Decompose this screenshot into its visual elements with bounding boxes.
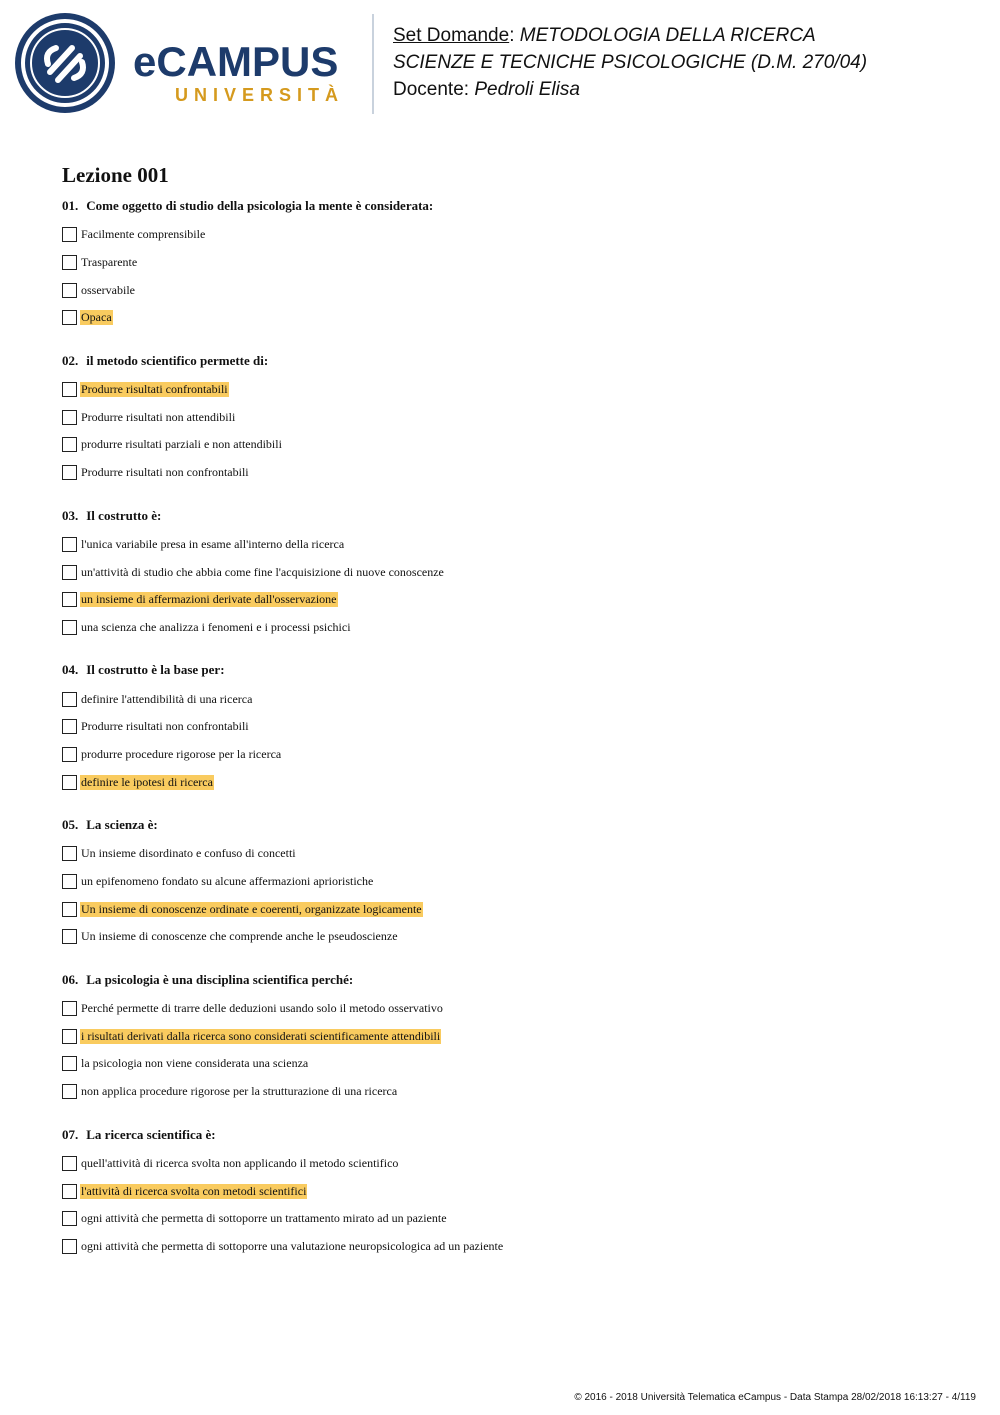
course-info xyxy=(393,22,867,103)
answer-checkbox[interactable] xyxy=(62,1211,77,1226)
answer-checkbox[interactable] xyxy=(62,719,77,734)
answer-option[interactable] xyxy=(62,221,962,249)
program-line xyxy=(393,49,867,76)
answer-text: ogni attività che permetta di sottoporre un trattamento mirato ad un paziente xyxy=(81,1211,447,1226)
answer-text: Produrre risultati non confrontabili xyxy=(81,465,249,480)
answer-option[interactable] xyxy=(62,1022,962,1050)
answer-text: produrre procedure rigorose per la ricerca xyxy=(81,746,282,761)
answer-option[interactable] xyxy=(62,586,962,614)
question-item xyxy=(62,504,962,642)
question-number: 05. xyxy=(62,817,79,832)
answer-checkbox[interactable] xyxy=(62,283,77,298)
question-number: 06. xyxy=(62,971,79,987)
page-header xyxy=(0,0,1000,130)
answer-option[interactable] xyxy=(62,1078,962,1106)
question-text xyxy=(62,658,962,685)
answer-text: non applica procedure rigorose per la strutturazione di una ricerca xyxy=(81,1084,398,1099)
header-divider xyxy=(372,14,374,114)
answer-checkbox[interactable] xyxy=(62,1156,77,1171)
answer-checkbox[interactable] xyxy=(62,1084,77,1099)
answer-checkbox[interactable] xyxy=(62,410,77,425)
question-number: 07. xyxy=(62,1126,79,1142)
answer-option[interactable] xyxy=(62,1150,962,1178)
answer-text: Facilmente comprensibile xyxy=(81,227,206,242)
question-label: Come oggetto di studio della psicologia la mente è considerata: xyxy=(86,198,434,213)
answer-option[interactable] xyxy=(62,1177,962,1205)
answer-checkbox[interactable] xyxy=(62,310,77,325)
answer-text: Trasparente xyxy=(81,255,138,270)
correct-answer-text: i risultati derivati dalla ricerca sono considerati scientificamente attendibili xyxy=(81,1028,441,1043)
question-set xyxy=(62,160,962,1277)
question-label: La psicologia è una disciplina scientifica perché: xyxy=(86,971,354,987)
answer-option[interactable] xyxy=(62,304,962,332)
page-footer: © 2016 - 2018 Università Telematica eCampus - Data Stampa 28/02/2018 16:13:27 - 4/119 xyxy=(574,1392,976,1403)
answer-option[interactable] xyxy=(62,1050,962,1078)
course-line: Set Domande: METODOLOGIA DELLA RICERCA xyxy=(393,25,816,46)
answer-option[interactable] xyxy=(62,923,962,951)
answer-checkbox[interactable] xyxy=(62,227,77,242)
answer-text: definire l'attendibilità di una ricerca xyxy=(81,691,253,706)
question-item xyxy=(62,349,962,487)
answer-checkbox[interactable] xyxy=(62,620,77,635)
answer-checkbox[interactable] xyxy=(62,874,77,889)
answer-option[interactable] xyxy=(62,713,962,741)
ecampus-logo-icon xyxy=(14,12,116,119)
question-text xyxy=(62,194,962,221)
answer-checkbox[interactable] xyxy=(62,1029,77,1044)
question-label: Il costrutto è la base per: xyxy=(86,662,225,678)
answer-option[interactable] xyxy=(62,768,962,796)
question-label: il metodo scientifico permette di: xyxy=(86,352,269,368)
answer-text: una scienza che analizza i fenomeni e i processi psichici xyxy=(81,619,351,634)
question-text xyxy=(62,813,962,840)
answer-text: produrre risultati parziali e non attendibili xyxy=(81,437,282,452)
answer-option[interactable] xyxy=(62,558,962,586)
question-label: Il costrutto è: xyxy=(86,507,162,523)
answer-checkbox[interactable] xyxy=(62,692,77,707)
correct-answer-text: un insieme di affermazioni derivate dall'osservazione xyxy=(81,592,337,607)
teacher-line xyxy=(393,76,867,103)
answer-text: Un insieme di conoscenze che comprende anche le pseudoscienze xyxy=(81,929,398,944)
answer-checkbox[interactable] xyxy=(62,255,77,270)
answer-checkbox[interactable] xyxy=(62,465,77,480)
question-number: 01. xyxy=(62,198,79,213)
answer-option[interactable] xyxy=(62,249,962,277)
question-text xyxy=(62,349,962,376)
answer-text: Produrre risultati non confrontabili xyxy=(81,719,249,734)
answer-option[interactable] xyxy=(62,614,962,642)
set-label: Set Domande xyxy=(393,25,510,46)
answer-checkbox[interactable] xyxy=(62,1056,77,1071)
answer-option[interactable] xyxy=(62,276,962,304)
answer-checkbox[interactable] xyxy=(62,592,77,607)
answer-checkbox[interactable] xyxy=(62,775,77,790)
answer-checkbox[interactable] xyxy=(62,902,77,917)
answer-option[interactable] xyxy=(62,685,962,713)
answer-checkbox[interactable] xyxy=(62,1239,77,1254)
answer-checkbox[interactable] xyxy=(62,846,77,861)
answer-text: un epifenomeno fondato su alcune affermazioni aprioristiche xyxy=(81,874,374,889)
answer-option[interactable] xyxy=(62,741,962,769)
answer-option[interactable] xyxy=(62,403,962,431)
question-text xyxy=(62,1123,962,1150)
answer-text: quell'attività di ricerca svolta non applicando il metodo scientifico xyxy=(81,1155,399,1170)
question-number: 02. xyxy=(62,352,79,368)
answer-text: ogni attività che permetta di sottoporre una valutazione neuropsicologica ad un paziente xyxy=(81,1238,504,1253)
answer-text: un'attività di studio che abbia come fine l'acquisizione di nuove conoscenze xyxy=(81,564,444,579)
answer-option[interactable] xyxy=(62,868,962,896)
answer-text: l'unica variabile presa in esame all'interno della ricerca xyxy=(81,536,345,551)
question-item xyxy=(62,1123,962,1261)
answer-checkbox[interactable] xyxy=(62,537,77,552)
answer-checkbox[interactable] xyxy=(62,929,77,944)
brand-subtitle: UNIVERSITÀ xyxy=(175,85,345,105)
program-name: SCIENZE E TECNICHE PSICOLOGICHE (D.M. 270/04) xyxy=(393,52,868,73)
answer-option[interactable] xyxy=(62,840,962,868)
brand-name: eCAMPUS xyxy=(133,38,339,85)
question-item xyxy=(62,813,962,951)
question-text xyxy=(62,504,962,531)
answer-checkbox[interactable] xyxy=(62,382,77,397)
question-item xyxy=(62,658,962,796)
lesson-title: Lezione 001 xyxy=(62,163,169,187)
answer-option[interactable] xyxy=(62,895,962,923)
answer-text: Un insieme disordinato e confuso di concetti xyxy=(81,846,296,861)
course-name: METODOLOGIA DELLA RICERCA xyxy=(519,25,816,46)
answer-option[interactable] xyxy=(62,1205,962,1233)
correct-answer-text: definire le ipotesi di ricerca xyxy=(81,774,213,789)
answer-checkbox[interactable] xyxy=(62,1184,77,1199)
answer-checkbox[interactable] xyxy=(62,565,77,580)
answer-text: Produrre risultati non attendibili xyxy=(81,409,236,424)
answer-option[interactable] xyxy=(62,376,962,404)
answer-checkbox[interactable] xyxy=(62,437,77,452)
correct-answer-text: Produrre risultati confrontabili xyxy=(81,382,228,397)
question-list xyxy=(62,194,962,1260)
question-text xyxy=(62,968,962,995)
answer-option[interactable] xyxy=(62,531,962,559)
question-label: La ricerca scientifica è: xyxy=(86,1126,216,1142)
correct-answer-text: Opaca xyxy=(81,310,112,325)
answer-checkbox[interactable] xyxy=(62,747,77,762)
answer-option[interactable] xyxy=(62,1233,962,1261)
question-number: 04. xyxy=(62,662,79,678)
question-number: 03. xyxy=(62,507,79,523)
answer-checkbox[interactable] xyxy=(62,1001,77,1016)
correct-answer-text: l'attività di ricerca svolta con metodi scientifici xyxy=(81,1183,307,1198)
answer-option[interactable] xyxy=(62,431,962,459)
correct-answer-text: Un insieme di conoscenze ordinate e coerenti, organizzate logicamente xyxy=(81,901,422,916)
answer-option[interactable] xyxy=(62,995,962,1023)
brand-wordmark xyxy=(133,40,344,106)
answer-text: Perché permette di trarre delle deduzioni usando solo il metodo osservativo xyxy=(81,1001,443,1016)
teacher-label: Docente: xyxy=(393,79,470,100)
answer-text: osservabile xyxy=(81,282,135,297)
teacher-name: Pedroli Elisa xyxy=(474,79,580,100)
answer-option[interactable] xyxy=(62,459,962,487)
answer-text: la psicologia non viene considerata una scienza xyxy=(81,1056,309,1071)
question-label: La scienza è: xyxy=(86,817,158,832)
question-item xyxy=(62,968,962,1106)
question-item xyxy=(62,194,962,332)
